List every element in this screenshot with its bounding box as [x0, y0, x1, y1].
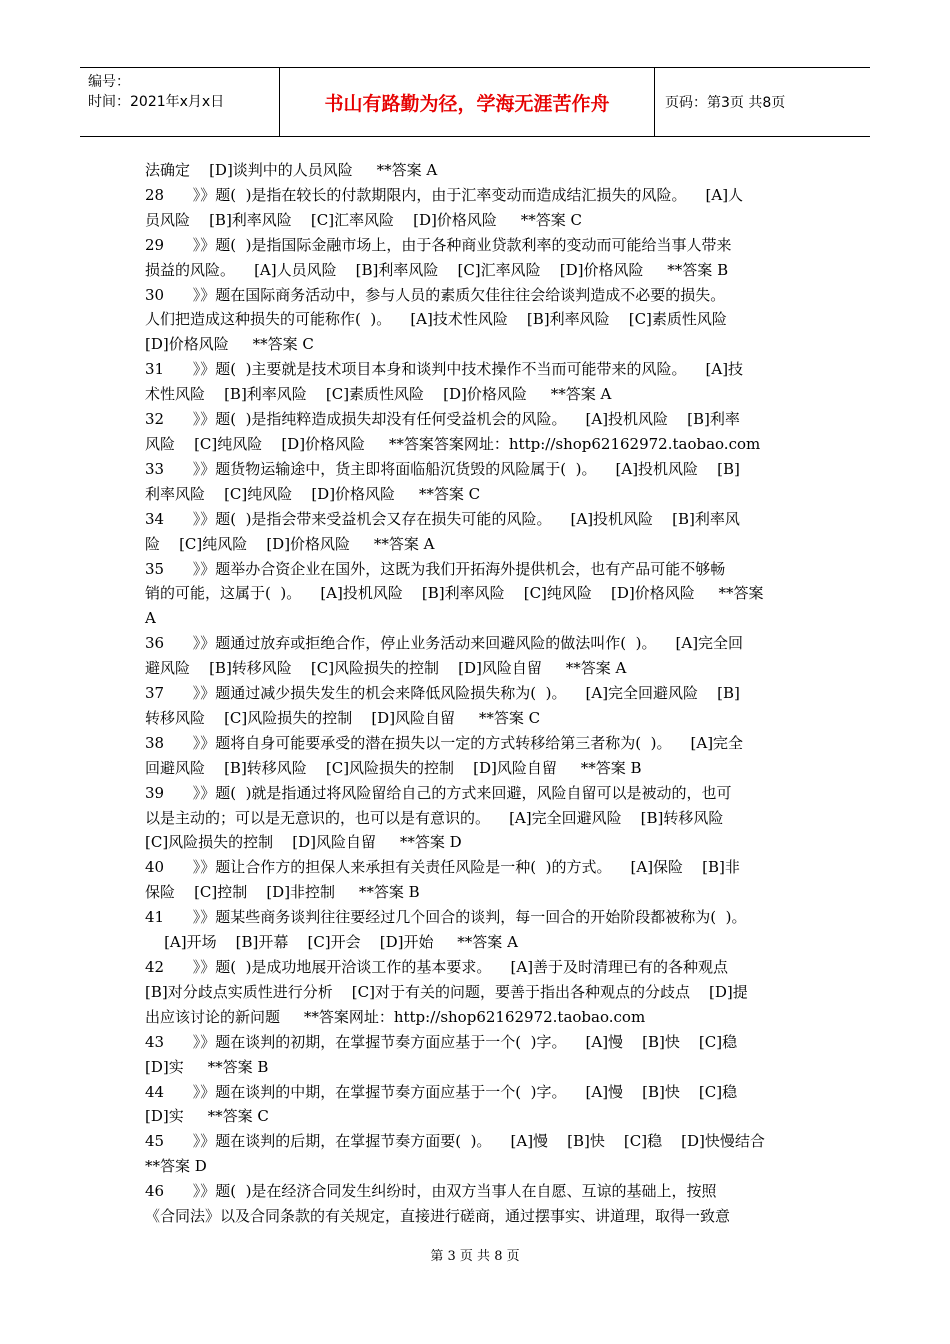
text-line: 出应该讨论的新问题 **答案网址：http://shop62162972.taobao.com: [145, 1007, 646, 1026]
text-line: 险 [C]纯风险 [D]价格风险 **答案 A: [145, 534, 435, 553]
text-line: 《合同法》以及合同条款的有关规定，直接进行磋商，通过摆事实、讲道理，取得一致意: [145, 1207, 731, 1226]
text-line: 31 》》题( )主要就是技术项目本身和谈判中技术操作不当而可能带来的风险。 [A]技: [145, 360, 744, 379]
text-line: 风险 [C]纯风险 [D]价格风险 **答案答案网址：http://shop62162972.taobao.com: [145, 434, 761, 453]
text-line: 37 》》题通过减少损失发生的机会来降低风险损失称为( )。 [A]完全回避风险 [B]: [145, 684, 740, 703]
text-line: **答案 D: [145, 1157, 207, 1176]
text-line: A: [145, 609, 156, 628]
text-line: 41 》》题某些商务谈判往往要经过几个回合的谈判，每一回合的开始阶段都被称为( )。: [145, 908, 747, 927]
text-line: 法确定 [D]谈判中的人员风险 **答案 A: [145, 161, 438, 179]
text-line: 销的可能，这属于( )。 [A]投机风险 [B]利率风险 [C]纯风险 [D]价格风险 **答案: [145, 584, 764, 603]
text-line: [D]实 **答案 B: [145, 1057, 269, 1076]
document-body: [145, 158, 815, 1229]
text-line: 29 》》题( )是指国际金融市场上，由于各种商业贷款利率的变动而可能给当事人带来: [145, 235, 732, 254]
header-page-label: 页码：第3页 共8页: [665, 95, 786, 111]
text-line: 46 》》题( )是在经济合同发生纠纷时，由双方当事人在自愿、互谅的基础上，按照: [145, 1182, 717, 1201]
header-date-label: 时间：2021年x月x日: [88, 94, 225, 110]
text-line: 保险 [C]控制 [D]非控制 **答案 B: [145, 883, 420, 902]
text-line: 员风险 [B]利率风险 [C]汇率风险 [D]价格风险 **答案 C: [145, 210, 582, 229]
text-line: [D]价格风险 **答案 C: [145, 335, 314, 354]
text-line: 回避风险 [B]转移风险 [C]风险损失的控制 [D]风险自留 **答案 B: [145, 758, 642, 777]
header-motto: 书山有路勤为径，学海无涯苦作舟: [280, 68, 655, 136]
text-line: [A]开场 [B]开幕 [C]开会 [D]开始 **答案 A: [145, 933, 518, 952]
text-line: 人们把造成这种损失的可能称作( )。 [A]技术性风险 [B]利率风险 [C]素质性风险: [145, 310, 727, 329]
header-number-label: 编号：: [88, 74, 130, 90]
header-info-cell: [80, 68, 280, 136]
text-line: 39 》》题( )就是指通过将风险留给自己的方式来回避，风险自留可以是被动的，也可: [145, 783, 732, 802]
text-line: 术性风险 [B]利率风险 [C]素质性风险 [D]价格风险 **答案 A: [145, 385, 612, 404]
text-line: [B]对分歧点实质性进行分析 [C]对于有关的问题，要善于指出各种观点的分歧点 [D]提: [145, 982, 748, 1001]
text-line: 以是主动的；可以是无意识的，也可以是有意识的。 [A]完全回避风险 [B]转移风险: [145, 808, 724, 827]
text-line: 转移风险 [C]风险损失的控制 [D]风险自留 **答案 C: [145, 708, 541, 727]
text-line: 28 》》题( )是指在较长的付款期限内，由于汇率变动而造成结汇损失的风险。 [A]人: [145, 185, 744, 204]
text-line: 32 》》题( )是指纯粹造成损失却没有任何受益机会的风险。 [A]投机风险 [B]利率: [145, 410, 740, 429]
page-footer: 第 3 页 共 8 页: [430, 1249, 520, 1264]
text-line: 36 》》题通过放弃或拒绝合作，停止业务活动来回避风险的做法叫作( )。 [A]完全回: [145, 634, 744, 653]
text-line: 利率风险 [C]纯风险 [D]价格风险 **答案 C: [145, 484, 481, 503]
page-header: [80, 67, 870, 137]
text-line: 42 》》题( )是成功地展开洽谈工作的基本要求。 [A]善于及时清理已有的各种观点: [145, 958, 729, 976]
text-line: 30 》》题在国际商务活动中，参与人员的素质欠佳往往会给谈判造成不必要的损失。: [145, 285, 726, 304]
text-line: 38 》》题将自身可能要承受的潜在损失以一定的方式转移给第三者称为( )。 [A]完全: [145, 733, 744, 752]
text-line: [D]实 **答案 C: [145, 1107, 269, 1126]
text-line: 40 》》题让合作方的担保人来承担有关责任风险是一种( )的方式。 [A]保险 [B]非: [145, 858, 740, 877]
text-line: [C]风险损失的控制 [D]风险自留 **答案 D: [145, 833, 462, 852]
text-line: 43 》》题在谈判的初期，在掌握节奏方面应基于一个( )字。 [A]慢 [B]快 [C]稳: [145, 1032, 738, 1051]
text-line: 避风险 [B]转移风险 [C]风险损失的控制 [D]风险自留 **答案 A: [145, 659, 627, 678]
text-line: 33 》》题货物运输途中，货主即将面临船沉货毁的风险属于( )。 [A]投机风险 [B]: [145, 459, 740, 478]
text-line: 45 》》题在谈判的后期，在掌握节奏方面要( )。 [A]慢 [B]快 [C]稳 [D]快慢结合: [145, 1132, 765, 1151]
text-line: 34 》》题( )是指会带来受益机会又存在损失可能的风险。 [A]投机风险 [B]利率风: [145, 509, 740, 528]
text-line: 35 》》题举办合资企业在国外，这既为我们开拓海外提供机会，也有产品可能不够畅: [145, 559, 726, 578]
text-line: 损益的风险。 [A]人员风险 [B]利率风险 [C]汇率风险 [D]价格风险 **答案 B: [145, 260, 729, 279]
text-line: 44 》》题在谈判的中期，在掌握节奏方面应基于一个( )字。 [A]慢 [B]快 [C]稳: [145, 1082, 738, 1101]
